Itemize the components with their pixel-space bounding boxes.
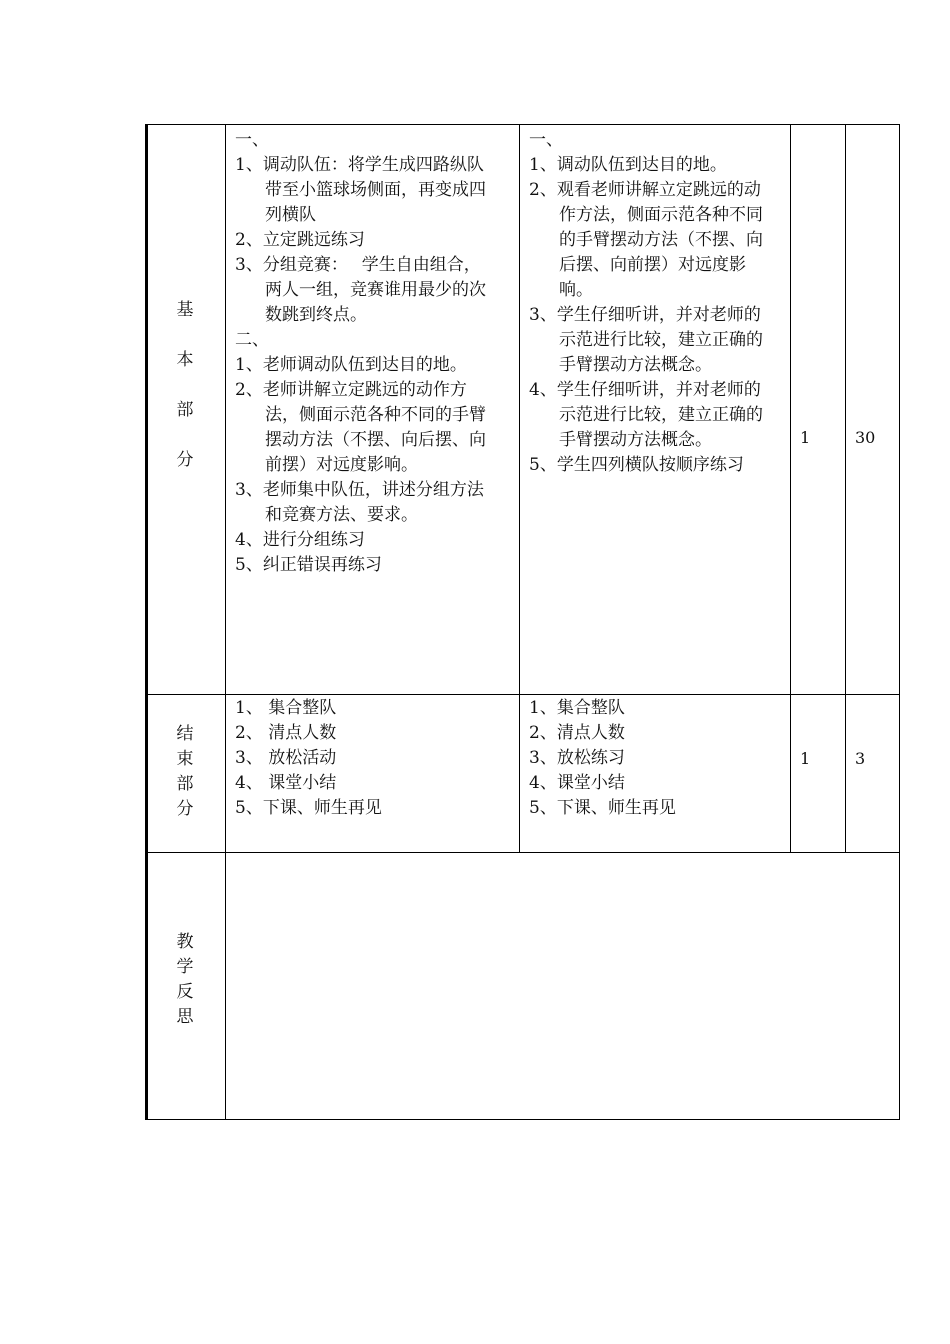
table-bottom-border [145,1119,900,1120]
col-divider-student [790,124,791,853]
label-char: 基 [176,300,194,320]
list-item: 1、调动队伍：将学生成四路纵队带至小篮球场侧面，再变成四列横队 [235,155,486,225]
list-item: 2、立定跳远练习 [235,230,365,250]
list-item: 4、 课堂小结 [235,773,337,793]
list-item: 2、清点人数 [529,723,625,743]
list-item: 5、下课、师生再见 [235,798,382,818]
label-char: 部 [176,774,194,794]
list-item: 3、学生仔细听讲，并对老师的示范进行比较，建立正确的手臂摆动方法概念。 [529,305,763,375]
list-item: 3、 放松活动 [235,748,337,768]
label-char: 本 [176,350,194,370]
list-item: 3、分组竞赛： 学生自由组合，两人一组，竞赛谁用最少的次数跳到终点。 [235,255,486,325]
label-char: 结 [176,724,194,744]
section-label-reflection [145,930,225,1030]
label-char: 教 [176,932,194,952]
list-item: 4、课堂小结 [529,773,625,793]
list-item: 1、集合整队 [529,698,625,718]
table-right-border-lower [899,852,900,1120]
reflection-content-cell [226,853,899,1119]
table-right-border-upper [899,124,900,853]
student-activities-end [529,696,773,821]
time-end: 3 [855,749,866,768]
teacher-activities-end [235,696,497,821]
label-char: 束 [176,749,194,769]
list-item: 1、调动队伍到达目的地。 [529,155,727,175]
heading-one: 一、 [529,130,563,150]
col-divider-teacher [519,124,520,853]
table-top-border [145,124,900,125]
count-basic: 1 [800,428,811,447]
count-end: 1 [800,749,811,768]
list-item: 2、老师讲解立定跳远的动作方法，侧面示范各种不同的手臂摆动方法（不摆、向后摆、向前摆）对远度影响。 [235,380,486,475]
list-item: 4、进行分组练习 [235,530,365,550]
list-item: 5、纠正错误再练习 [235,555,382,575]
list-item: 4、学生仔细听讲，并对老师的示范进行比较，建立正确的手臂摆动方法概念。 [529,380,763,450]
heading-two: 二、 [235,330,269,350]
lesson-plan-table [145,124,900,1120]
list-item: 5、学生四列横队按顺序练习 [529,455,744,475]
heading-one: 一、 [235,130,269,150]
label-char: 分 [176,799,194,819]
row-divider-1 [145,694,900,695]
student-activities-basic [529,128,773,478]
list-item: 3、老师集中队伍，讲述分组方法和竞赛方法、要求。 [235,480,484,525]
time-basic: 30 [855,428,876,447]
label-char: 学 [176,957,194,977]
list-item: 5、下课、师生再见 [529,798,676,818]
list-item: 2、观看老师讲解立定跳远的动作方法，侧面示范各种不同的手臂摆动方法（不摆、向后摆、向前摆）对远度影响。 [529,180,763,300]
list-item: 1、 集合整队 [235,698,337,718]
col-divider-count [845,124,846,853]
list-item: 3、放松练习 [529,748,625,768]
label-char: 反 [176,982,194,1002]
list-item: 1、老师调动队伍到达目的地。 [235,355,467,375]
list-item: 2、 清点人数 [235,723,337,743]
label-char: 部 [176,400,194,420]
section-label-basic [145,298,225,472]
label-char: 思 [176,1007,194,1027]
label-char: 分 [176,450,194,470]
section-label-end [145,722,225,822]
teacher-activities-basic [235,128,497,578]
